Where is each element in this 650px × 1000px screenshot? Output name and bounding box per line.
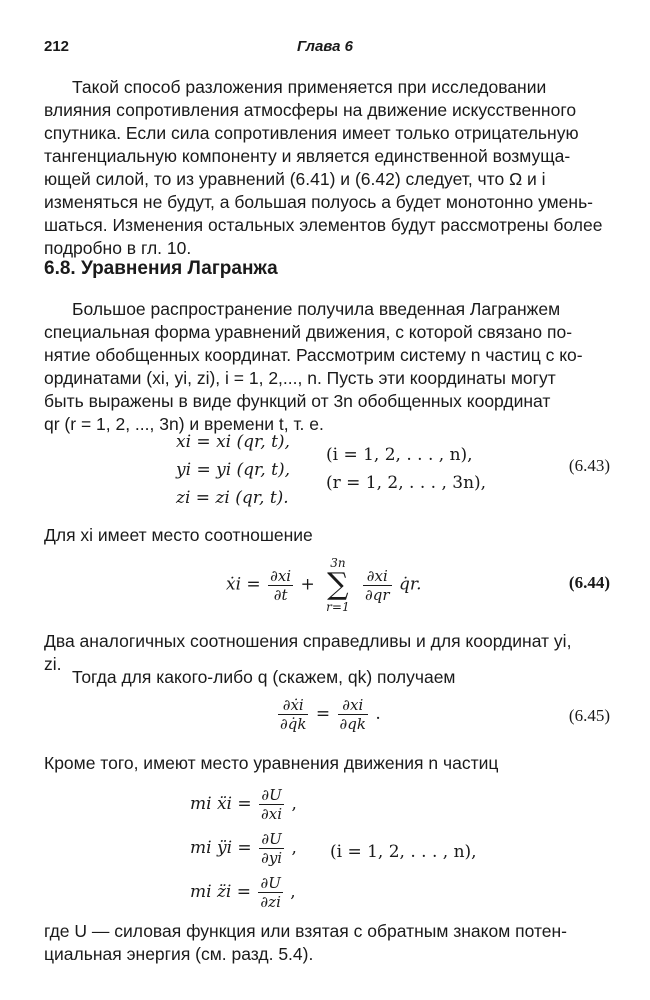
fraction: [278, 696, 308, 733]
final-paragraph: [44, 920, 610, 966]
sigma-symbol: ∑: [327, 567, 349, 602]
section-heading: 6.8. Уравнения Лагранжа: [44, 258, 278, 279]
text-line: шаться. Изменения остальных элементов будут рассмотрены более: [44, 215, 603, 235]
text-line: zi.: [44, 654, 62, 674]
text-line: тангенциальную компоненту и является единственной возмуща-: [44, 146, 571, 166]
text-line: нятие обобщенных координат. Рассмотрим систему n частиц с ко-: [44, 345, 583, 365]
text-line: где U — силовая функция или взятая с обратным знаком потен-: [44, 921, 567, 941]
text-line: Два аналогичных соотношения справедливы и для координат yi,: [44, 631, 572, 651]
equation-number-6-45: (6.45): [568, 706, 610, 725]
fraction: [363, 567, 392, 604]
equation-6-43-rows: [176, 428, 290, 512]
text-line: специальная форма уравнений движения, с которой связано по-: [44, 322, 573, 342]
fraction-numerator: ∂xi: [363, 567, 392, 586]
fraction-denominator: ∂qr: [365, 585, 390, 604]
equation-number-6-44: (6.44): [568, 573, 610, 592]
equation-row: xi = xi (qr, t),: [176, 432, 290, 452]
then-text: Тогда для какого-либо q (скажем, qk) получаем: [72, 667, 456, 687]
text-line: изменяться не будут, а большая полуось a будет монотонно умень-: [44, 192, 594, 212]
text-line: Большое распространение получила введенная Лагранжем: [72, 299, 561, 319]
motion-equation-y: [190, 830, 297, 867]
equation-row: zi = zi (qr, t).: [176, 488, 289, 508]
period: .: [375, 704, 381, 724]
fraction-denominator: ∂qk: [339, 715, 366, 733]
text-line: влияния сопротивления атмосферы на движение искусственного: [44, 100, 577, 120]
fraction-denominator: ∂xi: [261, 805, 283, 823]
equation-lhs: ẋi =: [226, 574, 261, 595]
text-line: Такой способ разложения применяется при исследовании: [72, 77, 547, 97]
fraction-numerator: ∂xi: [338, 696, 368, 715]
page-number: 212: [44, 38, 70, 55]
intro-paragraph: [44, 76, 610, 260]
equation-lhs: mi z̈i =: [190, 882, 252, 902]
fraction-denominator: ∂q̇k: [280, 715, 307, 733]
equation-tail: q̇r.: [398, 574, 422, 595]
lagrange-paragraph: [44, 298, 610, 436]
text-line: qr (r = 1, 2, ..., 3n) и времени t, т. е.: [44, 414, 324, 434]
equation-6-45: [276, 696, 381, 733]
equation-condition: (r = 1, 2, . . . , 3n),: [326, 473, 487, 493]
equation-row: yi = yi (qr, t),: [176, 460, 290, 480]
comma: ,: [290, 882, 296, 902]
fraction-numerator: ∂U: [258, 874, 282, 893]
text-line: подробно в гл. 10.: [44, 238, 192, 258]
chapter-title: Глава 6: [296, 38, 354, 55]
fraction: [268, 567, 293, 604]
fraction: [338, 696, 368, 733]
equation-lhs: mi ÿi =: [190, 838, 252, 858]
fraction: [259, 786, 284, 823]
equation-number-6-43: (6.43): [568, 456, 610, 475]
fraction-numerator: ∂U: [259, 786, 284, 805]
equation-lhs: mi ẍi =: [190, 794, 252, 814]
fraction-numerator: ∂xi: [270, 566, 292, 585]
text-line: ющей силой, то из уравнений (6.41) и (6.42) следует, что Ω и i: [44, 169, 546, 189]
comma: ,: [291, 838, 297, 858]
equation-6-43-conditions: [326, 441, 486, 497]
text-line: циальная энергия (см. разд. 5.4).: [44, 944, 314, 964]
text-line: быть выражены в виде функций от 3n обобщенных координат: [44, 391, 551, 411]
fraction: [258, 874, 282, 911]
equation-6-44: [226, 556, 422, 614]
motion-equation-x: [190, 786, 297, 823]
motion-equation-z: [190, 874, 296, 911]
besides-text: Кроме того, имеют место уравнения движения n частиц: [44, 753, 499, 773]
equation-condition: (i = 1, 2, . . . , n),: [326, 445, 473, 465]
fraction-denominator: ∂t: [273, 585, 288, 604]
fraction: [259, 830, 284, 867]
fraction-denominator: ∂yi: [261, 849, 283, 867]
text-line: ординатами (xi, yi, zi), i = 1, 2,..., n. Пусть эти координаты могут: [44, 368, 556, 388]
sum-lower: r=1: [326, 600, 350, 614]
plus-sign: +: [300, 574, 315, 595]
summation: [326, 556, 349, 614]
comma: ,: [291, 794, 297, 814]
sum-upper: 3n: [330, 556, 346, 570]
page-header: [44, 38, 606, 60]
text-line: спутника. Если сила сопротивления имеет только отрицательную: [44, 123, 579, 143]
motion-condition: (i = 1, 2, . . . , n),: [330, 842, 477, 862]
fraction-denominator: ∂zi: [260, 893, 281, 911]
xi-relation-text: Для xi имеет место соотношение: [44, 525, 313, 545]
fraction-numerator: ∂U: [259, 830, 284, 849]
fraction-numerator: ∂ẋi: [278, 696, 308, 715]
equals-sign: =: [315, 704, 331, 724]
